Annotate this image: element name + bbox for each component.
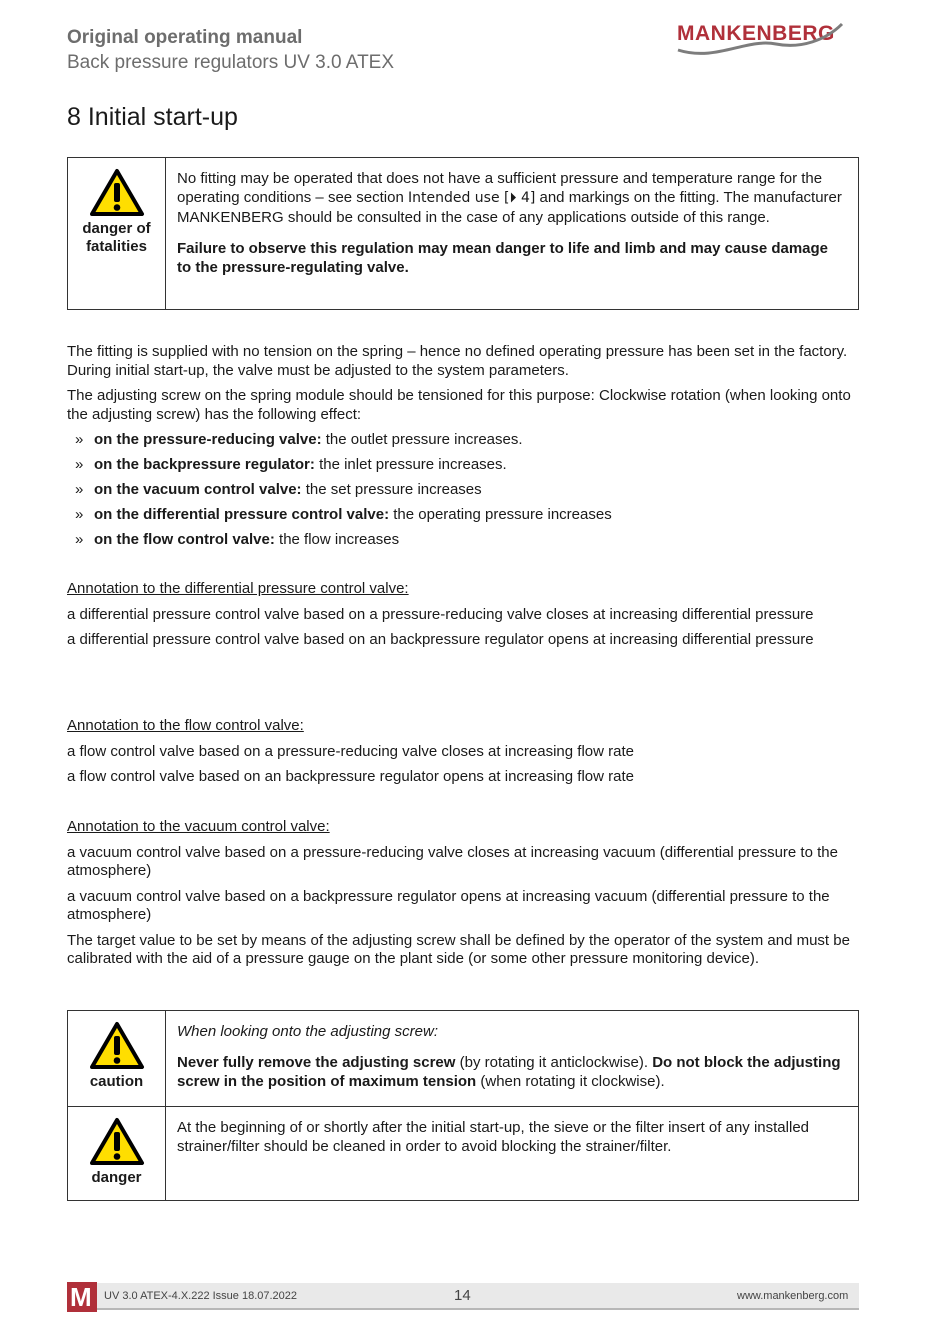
list-item	[67, 506, 859, 525]
intended-use-link[interactable]	[408, 190, 535, 206]
list-item-text: the flow increases	[274, 531, 400, 548]
danger-icon-cell	[68, 1107, 166, 1201]
list-item	[67, 531, 859, 550]
list-item-text: the outlet pressure increases.	[321, 431, 523, 448]
footer-logo	[67, 1282, 97, 1312]
warning-consequence: Failure to observe this regulation may mean danger to life and limb and may cause damage to the pressure-regulating valve.	[177, 240, 829, 276]
logo-text: MANKENBERG	[677, 22, 835, 45]
link-page: 4]	[516, 190, 536, 206]
list-item	[67, 481, 859, 500]
annotation-line: a vacuum control valve based on a backpressure regulator opens at increasing vacuum (differential pressure to the atmosphere)	[67, 887, 830, 923]
warning-text-part: and markings on the fitting. The manufacturer MANKENBERG should be consulted in the case of any applications outside of this range.	[177, 189, 842, 226]
list-item-term: on the flow control valve:	[94, 531, 275, 548]
warning-triangle-icon	[89, 1117, 145, 1167]
caution-bold: Never fully remove the adjusting screw	[177, 1054, 456, 1071]
manual-subtitle: Back pressure regulators UV 3.0 ATEX	[67, 52, 395, 73]
arrow-right-icon: ⏵	[509, 190, 517, 206]
list-item-term: on the vacuum control valve:	[94, 481, 302, 498]
danger-paragraph: At the beginning of or shortly after the initial start-up, the sieve or the filter insert of any installed strainer/filter should be cleaned in order to avoid blocking the strainer/filter.	[177, 1119, 809, 1155]
caution-label: caution	[89, 1073, 144, 1090]
caution-bold: Do not block the adjusting screw in the position of maximum tension	[177, 1054, 841, 1090]
caution-danger-box	[67, 1010, 859, 1201]
warning-text	[166, 158, 858, 309]
annotation-line: a flow control valve based on a pressure-reducing valve closes at increasing flow rate	[67, 742, 634, 760]
caution-text	[166, 1011, 858, 1106]
bullet-mark: »	[75, 531, 84, 548]
link-text: Intended use [	[407, 190, 510, 206]
list-item-term: on the differential pressure control valve:	[94, 506, 390, 523]
annotation-heading: Annotation to the flow control valve:	[67, 717, 304, 734]
list-item-text: the inlet pressure increases.	[314, 456, 507, 473]
bullet-mark: »	[75, 431, 84, 448]
caution-text-part: (when rotating it clockwise).	[476, 1073, 665, 1090]
caution-text-part: (by rotating it anticlockwise).	[455, 1054, 653, 1071]
annotation-differential	[67, 580, 859, 657]
manual-title: Original operating manual	[67, 27, 303, 48]
intro-paragraph: The fitting is supplied with no tension on the spring – hence no defined operating pressure has been set in the factory. During initial start-up, the valve must be adjusted to the system parameters.	[67, 343, 848, 379]
target-value-paragraph: The target value to be set by means of the adjusting screw shall be defined by the operator of the system and must be calibrated with the aid of a pressure gauge on the plant side (or some other pressure monitoring device).	[67, 931, 850, 967]
intro-paragraph: The adjusting screw on the spring module should be tensioned for this purpose: Clockwise rotation (when looking onto the adjusting screw) has the following effect:	[67, 387, 851, 423]
list-item-term: on the backpressure regulator:	[94, 456, 315, 473]
warning-triangle-icon	[89, 168, 145, 218]
caution-intro: When looking onto the adjusting screw:	[177, 1023, 438, 1040]
danger-text	[166, 1107, 858, 1201]
annotation-heading: Annotation to the differential pressure control valve:	[67, 580, 409, 597]
annotation-line: a differential pressure control valve based on a pressure-reducing valve closes at increasing differential pressure	[67, 605, 814, 623]
list-item	[67, 456, 859, 475]
footer-logo-letter: M	[70, 1282, 92, 1312]
fatality-warning-box	[67, 157, 859, 310]
bullet-mark: »	[75, 506, 84, 523]
section-title: 8 Initial start-up	[67, 103, 238, 131]
warning-icon-cell	[68, 158, 166, 309]
caution-icon-cell	[68, 1011, 166, 1106]
document-id: UV 3.0 ATEX-4.X.222 Issue 18.07.2022	[104, 1290, 298, 1302]
annotation-line: a differential pressure control valve based on an backpressure regulator opens at increasing differential pressure	[67, 631, 814, 648]
list-item-text: the operating pressure increases	[389, 506, 612, 523]
list-item-term: on the pressure-reducing valve:	[94, 431, 322, 448]
effect-list	[67, 431, 859, 550]
annotation-line: a vacuum control valve based on a pressure-reducing valve closes at increasing vacuum (differential pressure to the atmosphere)	[67, 843, 838, 879]
annotation-vacuum	[67, 818, 859, 976]
annotation-heading: Annotation to the vacuum control valve:	[67, 818, 330, 835]
warning-triangle-icon	[89, 1021, 145, 1071]
website-link[interactable]: www.mankenberg.com	[737, 1290, 849, 1302]
annotation-line: a flow control valve based on an backpressure regulator opens at increasing flow rate	[67, 768, 634, 785]
list-item	[67, 431, 859, 450]
body-text	[67, 343, 859, 556]
bullet-mark: »	[75, 456, 84, 473]
page-number: 14	[454, 1287, 471, 1304]
list-item-text: the set pressure increases	[301, 481, 482, 498]
warning-text-part: No fitting may be operated that does not have a sufficient pressure and temperature range for the operating conditions – see section	[177, 170, 823, 206]
warning-level-label: danger of fatalities	[82, 220, 151, 255]
bullet-mark: »	[75, 481, 84, 498]
mankenberg-logo	[676, 18, 844, 62]
danger-label: danger	[91, 1169, 142, 1186]
annotation-flow	[67, 717, 859, 794]
